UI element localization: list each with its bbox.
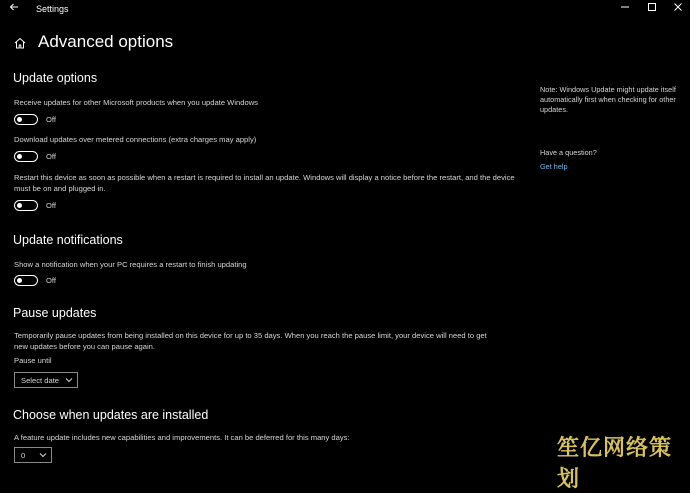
restart-asap-toggle[interactable] [14,200,38,211]
receive-updates-toggle[interactable] [14,114,38,125]
update-options-heading: Update options [13,71,98,85]
chevron-down-icon [39,451,47,459]
maximize-button[interactable] [640,2,664,16]
title-bar [0,0,690,20]
sidebar-question: Have a question? [540,148,597,157]
pause-until-label: Pause until [14,356,52,365]
watermark: 笙亿网络策划 [557,435,673,491]
feature-deferral-select[interactable] [14,447,52,463]
minimize-button[interactable] [613,2,637,16]
feature-deferral-select-value: 0 [21,451,26,460]
home-icon[interactable] [13,36,27,50]
close-button[interactable] [666,2,690,16]
restart-asap-description: Restart this device as soon as possible when a restart is required to install an update. Windows will display a notice before the restart, and the device must be on and plugged in. [14,173,515,193]
update-notifications-heading: Update notifications [13,233,123,247]
get-help-link[interactable]: Get help [540,162,568,171]
metered-connections-toggle-state: Off [46,152,56,161]
receive-updates-description: Receive updates for other Microsoft products when you update Windows [14,98,258,107]
pause-until-select[interactable] [14,372,78,388]
maximize-icon [647,2,657,12]
metered-connections-description: Download updates over metered connections (extra charges may apply) [14,135,257,144]
pause-updates-heading: Pause updates [13,306,97,320]
page-title: Advanced options [38,32,174,51]
pause-until-select-value: Select date [21,376,59,385]
back-arrow-icon[interactable] [7,2,21,16]
minimize-icon [620,2,630,12]
choose-when-heading: Choose when updates are installed [13,408,209,422]
receive-updates-toggle-state: Off [46,115,56,124]
feature-update-description: A feature update includes new capabilities and improvements. It can be deferred for this many days: [14,433,350,442]
restart-notification-toggle-state: Off [46,276,56,285]
window-title: Settings [36,4,69,14]
pause-updates-description: Temporarily pause updates from being installed on this device for up to 35 days. When you reach the pause limit, your device will need to get new updates before you can pause again. [14,331,487,351]
sidebar-note: Note: Windows Update might update itself automatically first when checking for other updates. [540,85,676,114]
restart-notification-description: Show a notification when your PC requires a restart to finish updating [14,260,247,269]
restart-notification-toggle[interactable] [14,275,38,286]
close-icon [673,2,683,12]
metered-connections-toggle[interactable] [14,151,38,162]
chevron-down-icon [65,376,73,384]
restart-asap-toggle-state: Off [46,201,56,210]
